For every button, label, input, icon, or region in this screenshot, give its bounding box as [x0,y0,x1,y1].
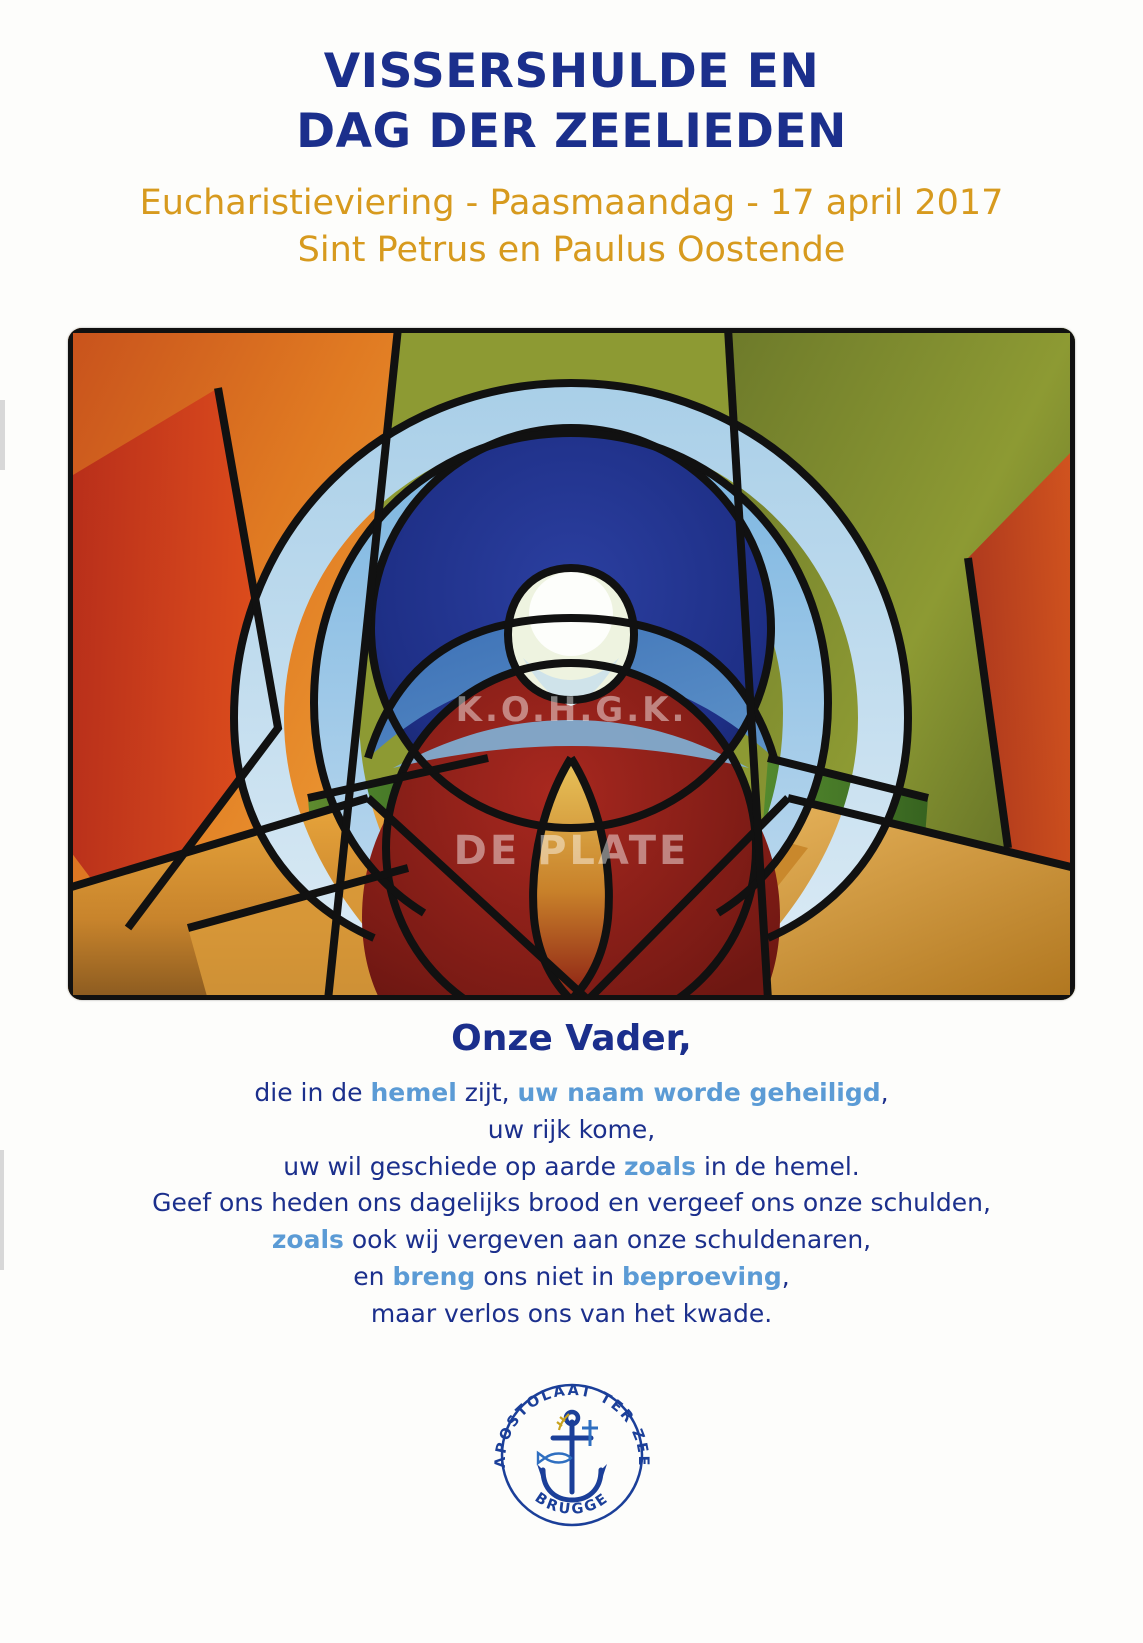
stained-glass-illustration [68,328,1075,1000]
scan-edge-artifact [0,400,5,470]
subtitle-line-2: Sint Petrus en Paulus Oostende [297,229,846,270]
prayer-text: , [781,1261,790,1291]
prayer-title: Onze Vader, [451,1018,692,1059]
apostolaat-ter-zee-logo [487,1370,657,1540]
prayer-line [0,1296,1143,1333]
page-title-line-2: DAG DER ZEELIEDEN [296,104,847,160]
prayer-text: uw rijk kome, [487,1114,656,1144]
prayer-highlight-text: hemel [370,1078,457,1107]
prayer-lines [0,1075,1143,1332]
subtitle-block [0,180,1143,272]
prayer-text: en [353,1261,393,1291]
stained-glass-image [68,328,1075,1000]
prayer-block [0,1018,1143,1332]
prayer-line [0,1185,1143,1222]
prayer-highlight-text: breng [392,1261,476,1291]
document-header [0,0,1143,273]
prayer-text: in de hemel. [696,1151,860,1181]
prayer-line [0,1259,1143,1296]
prayer-highlight-text: uw naam worde geheiligd [517,1078,881,1107]
prayer-text: maar verlos ons van het kwade. [370,1298,773,1328]
svg-text:APOSTOLAAT TER ZEE: APOSTOLAAT TER ZEE [492,1382,651,1468]
svg-text:BRUGGE: BRUGGE [531,1489,612,1518]
prayer-line [0,1075,1143,1112]
prayer-line [0,1112,1143,1149]
prayer-text: uw wil geschiede op aarde [283,1151,624,1181]
prayer-text: ook wij vergeven aan onze schuldenaren, [343,1225,872,1254]
watermark-line-2: DE PLATE [453,828,690,874]
prayer-line [0,1222,1143,1259]
scan-edge-artifact [0,1150,4,1270]
prayer-text: , [880,1078,889,1107]
prayer-highlight-text: beproeving [622,1261,782,1291]
subtitle-line-1: Eucharistieviering - Paasmaandag - 17 april 2017 [139,183,1004,224]
prayer-highlight-text: zoals [623,1151,696,1181]
anchor-emblem-icon [487,1370,657,1540]
prayer-text: Geef ons heden ons dagelijks brood en vergeef ons onze schulden, [152,1188,991,1218]
prayer-text: die in de [254,1078,371,1107]
watermark-line-1: K.O.H.G.K. [455,690,688,730]
prayer-line [0,1149,1143,1186]
prayer-text: ons niet in [475,1261,623,1291]
page-title-line-1: VISSERSHULDE EN [323,44,820,99]
prayer-highlight-text: zoals [271,1225,344,1254]
prayer-text: zijt, [456,1078,518,1107]
